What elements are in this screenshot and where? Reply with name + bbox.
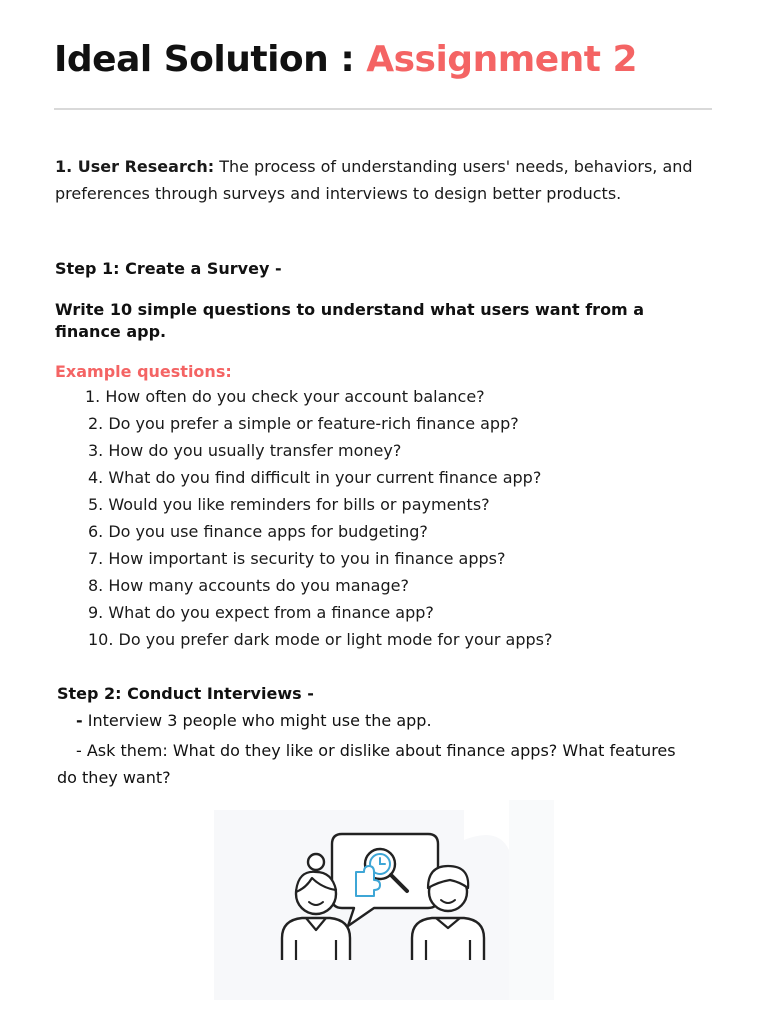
step2-item-2: - Ask them: What do they like or dislike about finance apps? What features do they want?	[57, 741, 676, 787]
step1-heading: Step 1: Create a Survey -	[55, 259, 282, 278]
step2-heading: Step 2: Conduct Interviews -	[57, 684, 314, 703]
intro-text: The process of understanding users' needs, behaviors, and preferences through surveys and interviews to design better products.	[55, 157, 693, 203]
user-interview-icon	[214, 800, 554, 1000]
question-item: 2. Do you prefer a simple or feature-rich finance app?	[88, 414, 519, 433]
step1-task: Write 10 simple questions to understand what users want from a finance app.	[55, 300, 645, 341]
step2-item-1-text: Interview 3 people who might use the app.	[82, 711, 432, 730]
question-item: 4. What do you find difficult in your current finance app?	[88, 468, 542, 487]
question-item: 9. What do you expect from a finance app?	[88, 603, 434, 622]
title-main: Ideal Solution :	[54, 39, 367, 80]
question-item: 5. Would you like reminders for bills or payments?	[88, 495, 490, 514]
example-questions-label: Example questions:	[55, 362, 232, 381]
question-item: 10. Do you prefer dark mode or light mode for your apps?	[88, 630, 553, 649]
title-accent: Assignment 2	[366, 39, 638, 80]
question-item: 8. How many accounts do you manage?	[88, 576, 409, 595]
step2-item-1	[76, 710, 432, 732]
intro-paragraph	[55, 153, 715, 207]
page-title	[54, 36, 637, 84]
question-item: 1. How often do you check your account balance?	[85, 387, 485, 406]
question-item: 6. Do you use finance apps for budgeting?	[88, 522, 428, 541]
question-item: 7. How important is security to you in finance apps?	[88, 549, 506, 568]
divider	[54, 108, 712, 110]
intro-label: 1. User Research:	[55, 157, 215, 176]
question-item: 3. How do you usually transfer money?	[88, 441, 402, 460]
step2-dash: -	[76, 711, 83, 730]
